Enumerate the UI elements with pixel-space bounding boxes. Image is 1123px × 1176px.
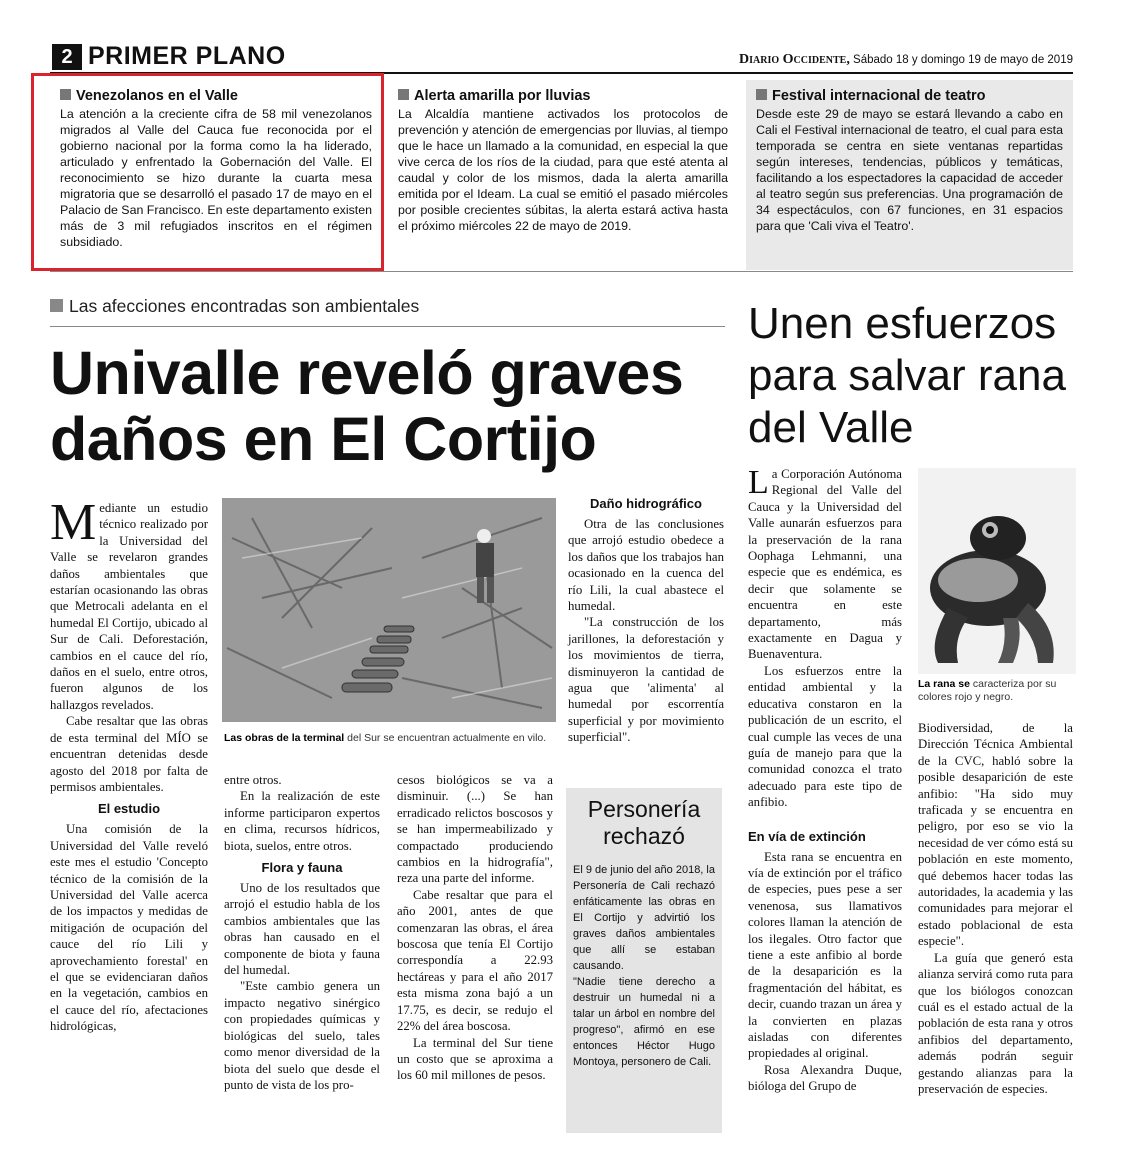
paragraph: La terminal del Sur tiene un costo que se aproxima a los 60 mil millones de pesos. <box>397 1035 553 1083</box>
lead-paragraph: Mediante un estudio técnico realizado por la Universidad del Valle se revelaron grandes daños ambientales que estarían ocasionando las obras que Metrocali adelanta en el humedal El Cortijo, ubicado al Sur de Cali. Deforestación, cambios en el cauce del río, daños en el suelo, entre otros, fueron algunos de los hallazgos revelados. <box>50 494 208 712</box>
sidebar-paragraph: El 9 de junio del año 2018, la Personería de Cali rechazó enfáticamente las obras en El Cortijo y advirtió los graves daños ambientales que allí se estaban causando. <box>573 864 715 972</box>
paragraph: "Este cambio genera un impacto negativo sinérgico con propiedades químicas y biológicas del suelo, tales como menor diversidad de la biota del suelo que desde el punto de vista de los pro- <box>224 979 380 1092</box>
paragraph: Rosa Alexandra Duque, bióloga del Grupo de <box>748 1062 902 1094</box>
brief-body: La Alcaldía mantiene activados los protocolos de prevención y atención de emergencias por lluvias, al tiempo que le hace un llamado a la comunidad, en especial la que vive cerca de los ríos de la ciudad, para que esté atenta al caudal y color de los mismos, dada la alerta amarilla emitida por el Ideam. La cual se emitió el pasado miércoles por posible crecientes súbitas, la alerta estará activa hasta el próximo miércoles 22 de mayo de 2019. <box>398 107 728 233</box>
subhead: Daño hidrográfico <box>590 496 702 511</box>
drop-cap: M <box>50 494 97 551</box>
square-bullet-icon <box>756 89 767 100</box>
sidebar-paragraph: "Nadie tiene derecho a destruir un humedal ni a talar un árbol en nombre del progreso", afirmó en ese entonces Héctor Hugo Montoya, personero de Cali. <box>573 976 715 1068</box>
side-column-2 <box>918 720 1073 1097</box>
brief-title: Festival internacional de teatro <box>756 88 1063 104</box>
paragraph: En la realización de este informe participaron expertos en clima, recursos hídricos, biota, suelos, entre otros. <box>224 789 380 853</box>
subhead: Flora y fauna <box>261 860 343 876</box>
square-bullet-icon <box>398 89 409 100</box>
paragraph: Una comisión de la Universidad del Valle reveló este mes el estudio 'Concepto técnico de la comisión de la Universidad del Valle acerca de los impactos y medidas de mitigación de ocupación del cauce del río Lili y aprovechamiento forestal' en el que se evidenciaran daños en la vegetación, cambios en el cauce del río, afectaciones hidrológicas, <box>50 822 208 1034</box>
paragraph: Uno de los resultados que arrojó el estudio habla de los cambios ambientales que las obras han causado en el componente de biota y fauna del humedal. <box>224 881 380 978</box>
masthead <box>739 52 1073 68</box>
personeria-sidebar <box>566 788 722 1133</box>
main-headline: Univalle reveló graves daños en El Cortijo <box>50 339 684 473</box>
construction-photo <box>222 498 556 722</box>
main-column-3 <box>397 772 553 1084</box>
paragraph: Cabe resaltar que para el año 2001, antes de que comenzaran las obras, el área boscosa que tenía El Cortijo correspondía a 22.93 hectáreas y para el año 2017 esta misma zona bajó a un 17.75, es decir, se redujo el 22% del área boscosa. <box>397 887 553 1034</box>
paragraph: Los esfuerzos entre la entidad ambiental y la educativa constaron en la publicación de un escrito, el cual cumple las veces de una guía de manejo para que la comunidad conozca el trato adecuado para este tipo de anfibio. <box>748 663 902 810</box>
section-title: PRIMER PLANO <box>88 42 286 70</box>
issue-date: Sábado 18 y domingo 19 de mayo de 2019 <box>853 54 1073 66</box>
main-column-2 <box>224 772 380 1093</box>
paragraph: "La construcción de los jarillones, la deforestación y los movimientos de tierra, disminuyeron la cantidad de agua que 'alimenta' al humedal por escorrentía superficial y por movimiento superficial". <box>568 615 724 745</box>
highlight-box <box>31 73 384 271</box>
brief-body: La atención a la creciente cifra de 58 mil venezolanos migrados al Valle del Cauca fue reconocida por el gobierno nacional por la forma como la ha liderado, articulado y enfrentado la Gobernación del Valle. El reconocimiento se hizo durante la cuarta mesa migratoria que se desarrolló el pasado 17 de mayo en el Palacio de San Francisco. En este departamento existen más de 3 mil refugiados inscritos en el régimen subsidiado. <box>60 107 373 249</box>
brief-alerta <box>388 80 738 270</box>
paragraph: Cabe resaltar que las obras de esta terminal del MÍO se encuentran detenidas desde agosto del 2018 por falta de permisos ambientales. <box>50 714 208 794</box>
subhead: En vía de extinción <box>748 828 866 844</box>
photo-caption: Las obras de la terminal del Sur se encuentran actualmente en vilo. <box>224 732 547 744</box>
square-bullet-icon <box>50 299 63 312</box>
brief-body: Desde este 29 de mayo se estará llevando a cabo en Cali el Festival internacional de teatro, el cual para esta temporada se centra en siete ventanas repartidas según intereses, tendencias, públicos y temáticas, facilitando a los espectadores la capacidad de acceder al teatro según sus preferencias. Una programación de 34 espectáculos, con 67 funciones, en 31 espacios para que 'Cali viva el Teatro'. <box>756 107 1063 233</box>
construction-photo-illustration <box>222 498 556 722</box>
paragraph: Biodiversidad, de la Dirección Técnica Ambiental de la CVC, habló sobre la posible desaparición de este anfibio: "Ha sido muy traficada y se encuentra en peligro, por eso se vio la necesidad de ver cómo está su población en este momento, qué debemos hacer todas las autoridades, la academia y las comunidades para mejorar el estado poblacional de esta especie". <box>918 721 1073 949</box>
lead-paragraph: La Corporación Autónoma Regional del Valle del Cauca y la Universidad del Valle aunarán esfuerzos para la preservación de la rana Oophaga Lehmanni, una especie que es endémica, es decir que solamente se encuentra en este departamento, más exactamente en Dagua y Buenaventura. <box>748 464 902 662</box>
briefs-rule <box>50 271 1073 272</box>
subhead: El estudio <box>97 801 161 817</box>
frog-photo <box>918 468 1076 674</box>
brief-title: Alerta amarilla por lluvias <box>398 88 728 104</box>
page-number: 2 <box>52 44 82 70</box>
sidebar-title: Personería rechazó <box>587 796 701 849</box>
kicker-rule <box>50 326 725 327</box>
side-headline: Unen esfuerzos para salvar rana del Valle <box>748 299 1066 452</box>
paragraph: Otra de las conclusiones que arrojó estudio obedece a los daños que los trabajos han ocasionado en la cuenca del río Lili, la cual abastece el humedal. <box>568 517 724 614</box>
brief-title: Venezolanos en el Valle <box>60 88 372 104</box>
paragraph: La guía que generó esta alianza servirá como ruta para que los biólogos conozcan cuál es el estado actual de la población de esta rana y otros anfibios del departamento, además podrán seguir gestando alianzas para la preservación de especies. <box>918 950 1073 1096</box>
main-column-4 <box>568 490 724 746</box>
paragraph: cesos biológicos se va a disminuir. (...) Se han erradicado relictos boscosos y se han impermeabilizado y compactado produciendo cambios en la hidrografía", reza una parte del informe. <box>397 773 553 886</box>
paragraph: Esta rana se encuentra en vía de extinción por el tráfico de especies, pues pese a ser venenosa, sus llamativos colores llaman la atención de los ilegales. Otro factor que tiene a este anfibio al borde de la desaparición es la fragmentación del hábitat, es decir, cuando trazan un área y la convierten en plazas aisladas con diferentes propiedades al original. <box>748 849 902 1061</box>
newspaper-name: Diario Occidente, <box>739 52 850 67</box>
drop-cap: L <box>748 464 769 501</box>
side-column-1 <box>748 466 902 1095</box>
main-column-1 <box>50 494 208 1035</box>
main-kicker: Las afecciones encontradas son ambientales <box>50 296 419 317</box>
frog-illustration <box>918 468 1076 674</box>
frog-caption: La rana se caracteriza por su colores rojo y negro. <box>918 678 1057 703</box>
paragraph: entre otros. <box>224 773 282 787</box>
brief-festival <box>746 80 1073 270</box>
